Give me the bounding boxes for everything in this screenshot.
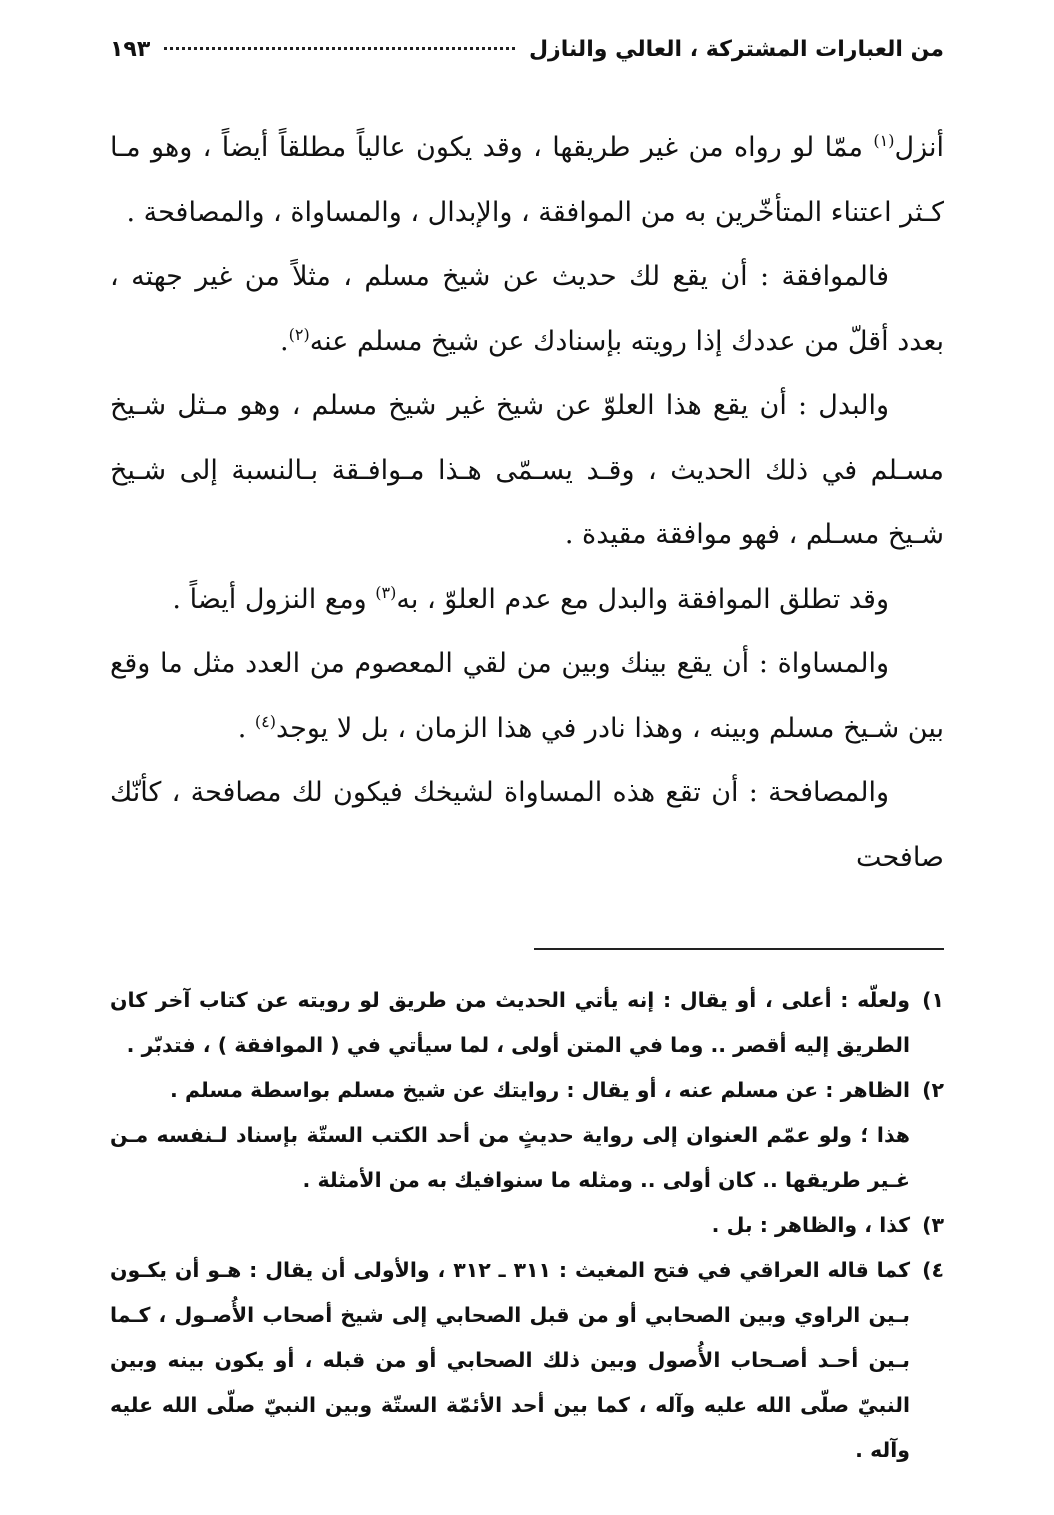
footnote-number: ٢) xyxy=(922,1078,944,1102)
footnote-text: كما قاله العراقي في فتح المغيث : ٣١١ ـ ٣١٢ ، والأولى أن يقال : هـو أن يكـون بـين الراوي وبين الصحابي أو من قبل الصحابي إلى شيخ أصحاب الأُصـول ، كـما بـين أحـد أصـحاب الأُصول وبين ذلك الصحابي أو من قبله ، أو يكون بينه وبين النبيّ صلّى الله عليه وآله ، كما بين أحد الأئمّة الستّة وبين النبيّ صلّى الله عليه وآله . xyxy=(110,1258,910,1462)
book-page xyxy=(110,30,944,1485)
chapter-title: من العبارات المشتركة ، العالي والنازل xyxy=(528,37,944,62)
footnote-text: الظاهر : عن مسلم عنه ، أو يقال : روايتك عن شيخ مسلم بواسطة مسلم . xyxy=(170,1078,910,1102)
header-leader-dots xyxy=(164,47,515,50)
footnote-2 xyxy=(110,1068,944,1113)
paragraph-nuzul: وقد تطلق الموافقة والبدل مع عدم العلوّ ، به$^{(٣)}$ ومع النزول أيضاً . xyxy=(172,582,889,615)
paragraph-musafaha: والمصافحة : أن تقع هذه المساواة لشيخك فيكون لك مصافحة ، كأنّك صافحت xyxy=(110,777,944,873)
footnote-ref-3[interactable]: (٣) xyxy=(375,582,397,602)
footnotes xyxy=(110,978,944,1473)
paragraph-musawat: والمساواة : أن يقع بينك وبين من لقي المعصوم من العدد مثل ما وقع بين شـيخ مسلم وبينه ، وهذا نادر في هذا الزمان ، بل لا يوجد$^{(٤)}$ . xyxy=(110,648,944,744)
running-header xyxy=(110,30,944,70)
footnote-number: ١) xyxy=(922,988,944,1012)
paragraph-badal: والبدل : أن يقع هذا العلوّ عن شيخ غير شيخ مسلم ، وهو مـثل شـيخ مسـلم في ذلك الحديث ، وقـد يسـمّى هـذا مـوافـقة بـالنسبة إلى شـيخ شـيخ مسـلم ، فهو موافقة مقيدة . xyxy=(110,390,944,550)
paragraph-1: أنزل$^{(١)}$ ممّا لو رواه من غير طريقها ، وقد يكون عالياً مطلقاً أيضاً ، وهو مـا كـثر اعتناء المتأخّرين به من الموافقة ، والإبدال ، والمساواة ، والمصافحة . xyxy=(110,131,944,228)
main-text xyxy=(110,116,944,890)
footnote-number: ٤) xyxy=(922,1258,944,1282)
footnote-text: ولعلّه : أعلى ، أو يقال : إنه يأتي الحديث من طريق لو رويته عن كتاب آخر كان الطريق إليه أقصر .. وما في المتن أولى ، لما سيأتي في ( الموافقة ) ، فتدبّر . xyxy=(110,988,910,1057)
paragraph-muwafaqa: فالموافقة : أن يقع لك حديث عن شيخ مسلم ، مثلاً من غير جهته ، بعدد أقلّ من عددك إذا رويته بإسنادك عن شيخ مسلم عنه$^{(٢)}$. xyxy=(110,261,944,357)
footnote-text: كذا ، والظاهر : بل . xyxy=(711,1213,910,1237)
footnote-ref-4[interactable]: (٤) xyxy=(254,711,276,731)
footnote-ref-2[interactable]: (٢) xyxy=(288,324,310,344)
footnote-2-continuation xyxy=(110,1113,944,1203)
footnote-ref-1[interactable]: (١) xyxy=(873,131,895,150)
page-number: ١٩٣ xyxy=(110,37,151,62)
footnote-4 xyxy=(110,1248,944,1473)
footnote-number: ٣) xyxy=(922,1213,944,1237)
footnote-1 xyxy=(110,978,944,1068)
footnote-text: هذا ؛ ولو عمّم العنوان إلى رواية حديثٍ من أحد الكتب الستّة بإسناد لـنفسه مـن غـير طريقها .. كان أولى .. ومثله ما سنوافيك به من الأمثلة . xyxy=(110,1123,910,1192)
footnote-divider xyxy=(534,948,944,950)
footnote-3 xyxy=(110,1203,944,1248)
